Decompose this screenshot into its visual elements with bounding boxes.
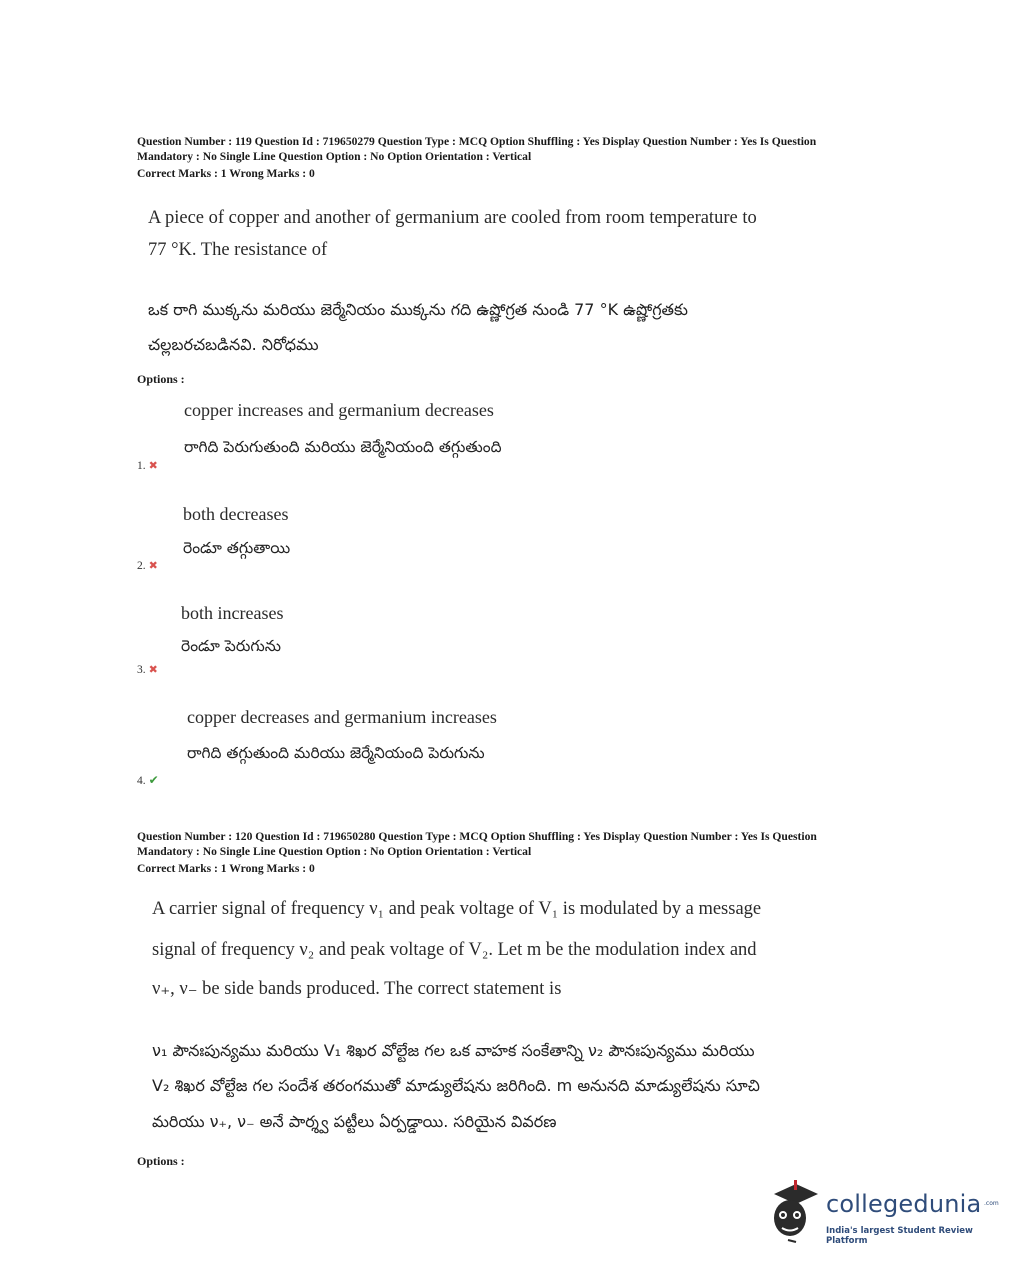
q119-option-4-en[interactable]: copper decreases and germanium increases bbox=[187, 707, 497, 727]
q119-option-4-number bbox=[137, 773, 159, 787]
wrong-mark-icon: ✖ bbox=[148, 559, 158, 572]
q120-options-label: Options : bbox=[137, 1154, 185, 1168]
correct-check-icon: ✔ bbox=[148, 773, 159, 787]
q119-option-1-te[interactable]: రాగిది పెరుగుతుంది మరియు జెర్మేనియంది తగ్గుతుంది bbox=[184, 438, 502, 456]
logo-name: collegedunia bbox=[826, 1190, 982, 1218]
option-number: 2. bbox=[137, 560, 146, 572]
q119-option-1-en[interactable]: copper increases and germanium decreases bbox=[184, 400, 494, 420]
wrong-mark-icon: ✖ bbox=[148, 663, 158, 676]
option-number: 1. bbox=[137, 460, 146, 472]
logo-domain: .com bbox=[984, 1200, 999, 1207]
collegedunia-logo bbox=[768, 1178, 999, 1248]
q120-text-te-1: ν₁ పౌనఃపున్యము మరియు V₁ శిఖర వోల్టేజ గల ఒక వాహక సంకేతాన్ని ν₂ పౌనఃపున్యము మరియు bbox=[152, 1041, 755, 1060]
option-number: 4. bbox=[137, 775, 146, 787]
q119-text-te-2: చల్లబరచబడినవి. నిరోధము bbox=[148, 335, 319, 354]
q119-option-2-te[interactable]: రెండూ తగ్గుతాయి bbox=[183, 539, 291, 557]
q119-option-2-en[interactable]: both decreases bbox=[183, 504, 289, 524]
logo-tagline: India's largest Student Review Platform bbox=[826, 1226, 973, 1246]
q119-text-te-1: ఒక రాగి ముక్కను మరియు జెర్మేనియం ముక్కను గది ఉష్ణోగ్రత నుండి 77 °K ఉష్ణోగ్రతకు bbox=[148, 300, 688, 319]
mascot-icon bbox=[768, 1178, 826, 1248]
q119-option-3-en[interactable]: both increases bbox=[181, 603, 284, 623]
q119-meta-line3: Correct Marks : 1 Wrong Marks : 0 bbox=[137, 167, 315, 180]
q119-option-4-te[interactable]: రాగిది తగ్గుతుంది మరియు జెర్మేనియంది పెరుగును bbox=[187, 744, 485, 762]
q119-text-en-2: 77 °K. The resistance of bbox=[148, 240, 328, 260]
q120-text-en-1: A carrier signal of frequency ν₁ and peak voltage of V₁ is modulated by a message bbox=[152, 899, 762, 919]
q120-meta-line1: Question Number : 120 Question Id : 719650280 Question Type : MCQ Option Shuffling : Yes Display Question Number : Yes Is Question bbox=[137, 830, 817, 843]
q120-meta-line2: Mandatory : No Single Line Question Option : No Option Orientation : Vertical bbox=[137, 845, 532, 858]
q119-option-1-number bbox=[137, 459, 158, 472]
q120-text-te-2: V₂ శిఖర వోల్టేజ గల సందేశ తరంగముతో మాడ్యులేషను జరిగింది. m అనునది మాడ్యులేషను సూచి bbox=[152, 1076, 760, 1095]
q120-text-en-3: ν₊, ν₋ be side bands produced. The correct statement is bbox=[152, 979, 562, 999]
q120-meta bbox=[137, 829, 927, 876]
option-number: 3. bbox=[137, 664, 146, 676]
q119-meta-line2: Mandatory : No Single Line Question Option : No Option Orientation : Vertical bbox=[137, 150, 532, 163]
q119-text-en-1: A piece of copper and another of germanium are cooled from room temperature to bbox=[148, 208, 757, 228]
q120-text-te-3: మరియు ν₊, ν₋ అనే పార్శ్వ పట్టీలు ఏర్పడ్డాయి. సరియైన వివరణ bbox=[152, 1112, 557, 1131]
q119-meta-line1: Question Number : 119 Question Id : 719650279 Question Type : MCQ Option Shuffling : Yes Display Question Number : Yes Is Question bbox=[137, 135, 817, 148]
q119-option-3-te[interactable]: రెండూ పెరుగును bbox=[181, 637, 282, 655]
q119-meta bbox=[137, 134, 927, 181]
q120-meta-line3: Correct Marks : 1 Wrong Marks : 0 bbox=[137, 862, 315, 875]
q119-options-label: Options : bbox=[137, 372, 185, 386]
q119-option-3-number bbox=[137, 663, 158, 676]
wrong-mark-icon: ✖ bbox=[148, 459, 158, 472]
q120-text-en-2: signal of frequency ν₂ and peak voltage of V₂. Let m be the modulation index and bbox=[152, 940, 757, 960]
q119-option-2-number bbox=[137, 559, 158, 572]
